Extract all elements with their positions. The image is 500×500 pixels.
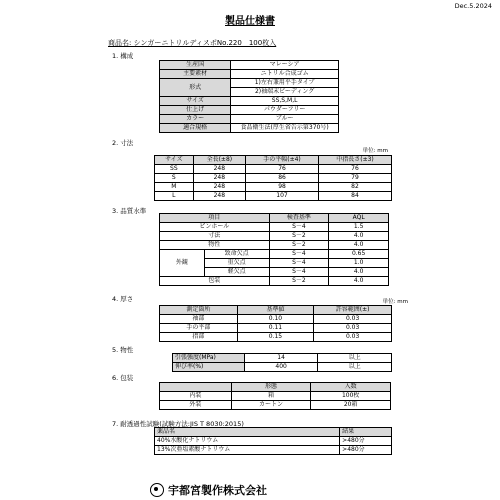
cell: >480分 [340,437,392,446]
cell: 生産国 [160,61,231,70]
cell: S [155,174,194,183]
cell: 4.0 [329,277,389,286]
cell: 1.0 [329,259,389,268]
section-composition-heading: 1. 構成 [112,52,134,60]
cell: 引張強度(MPa) [173,354,245,363]
header-cell: 薬品名 [155,428,340,437]
section-dimensions-heading: 2. 寸法 [112,139,134,147]
composition-table [159,60,339,133]
header-cell: 基準値 [237,306,314,315]
header-cell: 検査基準 [269,214,329,223]
cell: 84 [319,192,392,201]
section-quality-heading: 3. 品質水準 [112,207,147,215]
cell: 248 [193,183,245,192]
header-cell: 入数 [311,383,391,392]
cell: 82 [319,183,392,192]
header-cell: 手の平幅(±4) [246,156,319,165]
cell: S－2 [269,277,329,286]
cell: 13%次亜塩素酸ナトリウム [155,446,340,455]
cell: 形式 [160,79,231,97]
cell: 物性 [160,241,270,250]
header-cell: AQL [329,214,389,223]
section-permeation-heading: 7. 耐透過性試験(試験方法:JIS T 8030:2015) [112,420,244,428]
permeation-table [154,427,392,455]
cell: S－4 [269,250,329,259]
cell: 20箱 [311,401,391,410]
cell: 以上 [318,354,392,363]
cell: 14 [244,354,318,363]
cell: 0.03 [314,324,392,333]
cell: 98 [246,183,319,192]
cell: 手の平部 [160,324,238,333]
document-date: Dec.5.2024 [454,2,492,10]
cell: 2)袖端末ビーディング [231,88,339,97]
cell: 4.0 [329,241,389,250]
cell: 1)左右兼用平手タイプ [231,79,339,88]
packaging-table [159,382,391,410]
cell: 248 [193,165,245,174]
cell: S－4 [269,223,329,232]
cell: 袖部 [160,315,238,324]
cell: 40%水酸化ナトリウム [155,437,340,446]
cell: 0.03 [314,333,392,342]
cell: 仕上げ [160,106,231,115]
cell: 外装 [160,401,232,410]
header-cell: サイズ [155,156,194,165]
cell: 86 [246,174,319,183]
cell: M [155,183,194,192]
cell: 伸び率(%) [173,363,245,372]
cell: 4.0 [329,268,389,277]
cell: 外観 [160,250,205,277]
thickness-unit: 単位: mm [382,299,408,305]
cell: 軽欠点 [204,268,269,277]
header-cell: 結果 [340,428,392,437]
cell: ニトリル合成ゴム [231,70,339,79]
cell: 1.5 [329,223,389,232]
company-footer [150,482,267,498]
cell: パウダーフリー [231,106,339,115]
cell: カートン [231,401,311,410]
header-cell: 許容範囲(±) [314,306,392,315]
company-logo-icon [150,483,164,497]
cell: 寸法 [160,232,270,241]
section-thickness-heading: 4. 厚さ [112,295,134,303]
cell: 以上 [318,363,392,372]
cell: 79 [319,174,392,183]
cell: L [155,192,194,201]
cell: SS [155,165,194,174]
cell: SS,S,M,L [231,97,339,106]
cell: ブルー [231,115,339,124]
cell: ピンホール [160,223,270,232]
cell: S－4 [269,268,329,277]
cell: 248 [193,192,245,201]
dimensions-table [154,155,392,201]
thickness-table [159,305,392,342]
header-cell: 全長(±8) [193,156,245,165]
cell: 107 [246,192,319,201]
cell: マレーシア [231,61,339,70]
cell: 内装 [160,392,232,401]
cell: 致命欠点 [204,250,269,259]
product-name: 商品名: シンガーニトリルディスポNo.220 100枚入 [108,39,277,47]
dimensions-unit: 単位: mm [362,148,388,154]
cell: 適合規格 [160,124,231,133]
header-cell: 項目 [160,214,270,223]
header-cell: 中指長さ(±3) [319,156,392,165]
cell: >480分 [340,446,392,455]
cell: 包装 [160,277,270,286]
cell: S－2 [269,232,329,241]
cell: 食品衛生法(厚生省告示第370号) [231,124,339,133]
header-cell [160,383,232,392]
header-cell: 形態 [231,383,311,392]
cell: 76 [246,165,319,174]
cell: 0.11 [237,324,314,333]
cell: S－4 [269,259,329,268]
document-title: 製品仕様書 [225,16,275,27]
cell: 0.03 [314,315,392,324]
cell: カラー [160,115,231,124]
section-physical-heading: 5. 物性 [112,346,134,354]
cell: 重欠点 [204,259,269,268]
company-name: 宇都宮製作株式会社 [168,484,267,497]
quality-table [159,213,389,286]
cell: 指部 [160,333,238,342]
cell: 100枚 [311,392,391,401]
cell: 0.65 [329,250,389,259]
header-cell: 測定箇所 [160,306,238,315]
cell: 400 [244,363,318,372]
cell: 4.0 [329,232,389,241]
cell: 箱 [231,392,311,401]
section-packaging-heading: 6. 包装 [112,374,134,382]
cell: 76 [319,165,392,174]
cell: 0.10 [237,315,314,324]
cell: 0.15 [237,333,314,342]
cell: S－2 [269,241,329,250]
physical-table [172,353,392,372]
cell: 248 [193,174,245,183]
cell: サイズ [160,97,231,106]
cell: 主要素材 [160,70,231,79]
